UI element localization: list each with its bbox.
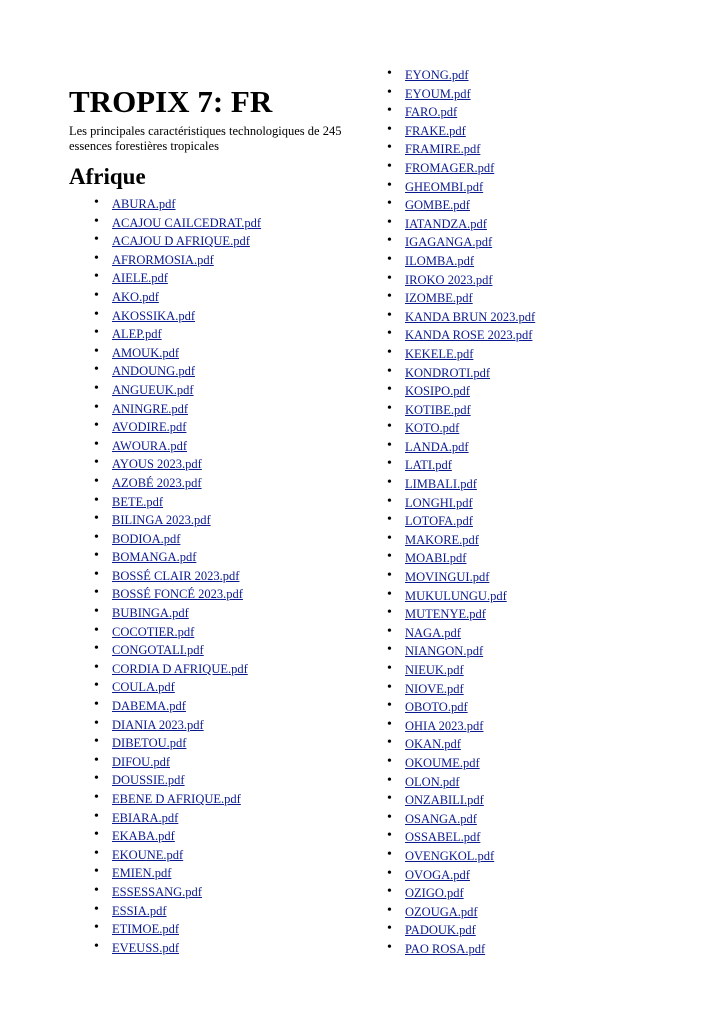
list-item (94, 715, 261, 735)
pdf-file-link[interactable]: ONZABILI.pdf (405, 793, 484, 808)
pdf-file-link[interactable]: BETE.pdf (112, 494, 164, 509)
pdf-file-link[interactable]: EVEUSS.pdf (112, 940, 180, 955)
list-item (94, 622, 261, 642)
list-item (387, 549, 535, 568)
list-item (387, 512, 535, 531)
bullet-icon: • (387, 419, 392, 435)
pdf-file-link[interactable]: OZOUGA.pdf (405, 904, 478, 919)
bullet-icon: • (387, 177, 392, 193)
pdf-file-link[interactable]: DOUSSIE.pdf (112, 773, 185, 788)
pdf-file-link[interactable]: AIELE.pdf (112, 271, 168, 286)
bullet-icon: • (94, 287, 99, 303)
bullet-icon: • (94, 213, 99, 229)
bullet-icon: • (387, 772, 392, 788)
pdf-file-link[interactable]: MOVINGUI.pdf (405, 570, 490, 585)
bullet-icon: • (387, 642, 392, 658)
list-item (94, 882, 261, 902)
bullet-icon: • (387, 84, 392, 100)
pdf-file-link[interactable]: KANDA BRUN 2023.pdf (405, 309, 536, 324)
pdf-file-link[interactable]: AZOBÉ 2023.pdf (112, 475, 202, 490)
pdf-file-link[interactable]: COULA.pdf (112, 680, 175, 695)
pdf-file-link[interactable]: ETIMOE.pdf (112, 922, 179, 937)
bullet-icon: • (94, 529, 99, 545)
list-item (387, 233, 535, 252)
list-item (387, 344, 535, 364)
pdf-file-link[interactable]: AYOUS 2023.pdf (112, 457, 202, 472)
pdf-file-link[interactable]: FARO.pdf (405, 105, 458, 120)
bullet-icon: • (387, 828, 392, 844)
list-item (94, 845, 261, 865)
pdf-file-link[interactable]: ANDOUNG.pdf (112, 364, 195, 379)
pdf-file-link[interactable]: BODIOA.pdf (112, 531, 181, 546)
pdf-file-link[interactable]: EBENE D AFRIQUE.pdf (112, 792, 241, 806)
list-item (387, 326, 535, 345)
list-item (94, 827, 261, 846)
pdf-file-link[interactable]: FRAMIRE.pdf (405, 142, 481, 157)
list-item (387, 865, 535, 885)
list-item (387, 698, 535, 717)
pdf-file-link[interactable]: KEKELE.pdf (405, 346, 474, 361)
pdf-file-link[interactable]: MAKORE.pdf (405, 532, 479, 547)
bullet-icon: • (94, 864, 99, 880)
list-item (387, 307, 536, 327)
pdf-file-link[interactable]: KOSIPO.pdf (405, 384, 470, 399)
bullet-icon: • (94, 325, 99, 341)
pdf-file-link[interactable]: ACAJOU D AFRIQUE.pdf (112, 234, 250, 249)
bullet-icon: • (387, 121, 392, 137)
pdf-file-link[interactable]: OKAN.pdf (405, 737, 461, 752)
pdf-file-link[interactable]: MUKULUNGU.pdf (405, 588, 507, 603)
pdf-file-link[interactable]: KOTO.pdf (405, 421, 460, 436)
bullet-icon: • (387, 66, 392, 81)
list-item (387, 251, 535, 271)
pdf-file-link[interactable]: PAO ROSA.pdf (405, 941, 486, 956)
list-item (94, 511, 261, 530)
pdf-file-link[interactable]: AKO.pdf (112, 289, 159, 304)
bullet-icon: • (94, 418, 99, 434)
bullet-icon: • (387, 289, 392, 305)
pdf-file-link[interactable]: BOSSÉ CLAIR 2023.pdf (112, 568, 240, 583)
list-item (94, 232, 261, 251)
bullet-icon: • (94, 882, 99, 898)
pdf-file-link[interactable]: BOSSÉ FONCÉ 2023.pdf (112, 587, 243, 602)
list-item (94, 585, 261, 604)
bullet-icon: • (387, 233, 392, 249)
pdf-file-link[interactable]: OVENGKOL.pdf (405, 848, 495, 863)
list-item (94, 864, 261, 883)
pdf-file-link[interactable]: NIOVE.pdf (405, 681, 464, 696)
bullet-icon: • (387, 437, 392, 453)
list-item (94, 325, 261, 344)
list-item (387, 437, 535, 457)
pdf-file-link[interactable]: OHIA 2023.pdf (405, 718, 484, 733)
pdf-file-list-left (94, 195, 262, 957)
bullet-icon: • (387, 568, 392, 584)
bullet-icon: • (94, 232, 99, 248)
list-item (94, 380, 261, 400)
pdf-file-link[interactable]: DIFOU.pdf (112, 754, 170, 769)
list-item (387, 456, 535, 475)
section-heading-afrique: Afrique (69, 164, 146, 189)
bullet-icon: • (387, 400, 392, 416)
list-item (387, 214, 535, 234)
pdf-file-link[interactable]: DABEMA.pdf (112, 699, 186, 714)
list-item (94, 455, 261, 474)
list-item (387, 586, 535, 606)
list-item (94, 343, 261, 363)
bullet-icon: • (94, 938, 99, 954)
bullet-icon: • (94, 455, 99, 471)
list-item (387, 177, 535, 197)
list-item (387, 791, 535, 810)
pdf-file-link[interactable]: EYONG.pdf (405, 68, 469, 82)
list-item (387, 846, 535, 866)
pdf-file-link[interactable]: ANGUEUK.pdf (112, 382, 194, 397)
bullet-icon: • (387, 753, 392, 769)
pdf-file-link[interactable]: NIEUK.pdf (405, 663, 464, 677)
bullet-icon: • (94, 306, 99, 322)
pdf-file-link[interactable]: FROMAGER.pdf (405, 160, 495, 175)
pdf-file-link[interactable]: CORDIA D AFRIQUE.pdf (112, 661, 248, 676)
bullet-icon: • (94, 752, 99, 768)
bullet-icon: • (94, 362, 99, 378)
pdf-file-link[interactable]: EMIEN.pdf (112, 866, 172, 881)
list-item (94, 641, 261, 660)
list-item (94, 362, 261, 381)
pdf-file-link[interactable]: ALEP.pdf (112, 327, 162, 342)
list-item (94, 771, 261, 790)
pdf-file-link[interactable]: PADOUK.pdf (405, 923, 476, 938)
list-item (94, 604, 261, 623)
pdf-file-link[interactable]: IGAGANGA.pdf (405, 235, 493, 250)
list-item (94, 734, 261, 753)
list-item (94, 418, 261, 437)
pdf-file-link[interactable]: FRAKE.pdf (405, 123, 466, 138)
list-item (387, 493, 535, 513)
bullet-icon: • (387, 623, 392, 639)
pdf-file-link[interactable]: OLON.pdf (405, 774, 460, 789)
bullet-icon: • (94, 548, 99, 564)
bullet-icon: • (94, 492, 99, 508)
bullet-icon: • (387, 549, 392, 565)
pdf-file-list-right (387, 66, 536, 959)
bullet-icon: • (387, 307, 392, 323)
bullet-icon: • (387, 493, 392, 509)
list-item (94, 195, 261, 214)
list-item (387, 196, 535, 215)
list-item (387, 828, 535, 847)
pdf-file-link[interactable]: EKOUNE.pdf (112, 847, 184, 862)
bullet-icon: • (387, 698, 392, 714)
bullet-icon: • (94, 920, 99, 936)
list-item (94, 306, 261, 326)
list-item (387, 121, 535, 141)
pdf-file-link[interactable]: BUBINGA.pdf (112, 606, 189, 621)
list-item (387, 568, 535, 587)
bullet-icon: • (94, 250, 99, 266)
list-item (387, 363, 535, 383)
pdf-file-link[interactable]: DIANIA 2023.pdf (112, 717, 204, 732)
list-item (94, 399, 261, 419)
pdf-file-link[interactable]: EBIARA.pdf (112, 810, 179, 825)
bullet-icon: • (387, 679, 392, 695)
page-title: TROPIX 7: FR (69, 84, 273, 119)
pdf-file-link[interactable]: ABURA.pdf (112, 197, 176, 211)
bullet-icon: • (94, 566, 99, 582)
list-item (387, 289, 535, 308)
pdf-file-link[interactable]: ESSIA.pdf (112, 903, 167, 918)
list-item (94, 436, 261, 456)
pdf-file-link[interactable]: ANINGRE.pdf (112, 401, 189, 416)
list-item (94, 250, 261, 270)
list-item (94, 213, 262, 233)
list-item (94, 529, 261, 549)
bullet-icon: • (387, 921, 392, 937)
pdf-file-link[interactable]: OSSABEL.pdf (405, 830, 481, 845)
bullet-icon: • (387, 809, 392, 825)
list-item (94, 287, 261, 307)
bullet-icon: • (387, 846, 392, 862)
pdf-file-link[interactable]: OVOGA.pdf (405, 867, 470, 882)
list-item (94, 269, 261, 288)
bullet-icon: • (94, 901, 99, 917)
bullet-icon: • (94, 827, 99, 843)
pdf-file-link[interactable]: AMOUK.pdf (112, 345, 180, 360)
list-item (387, 753, 535, 773)
pdf-file-link[interactable]: MUTENYE.pdf (405, 607, 486, 622)
pdf-file-link[interactable]: AWOURA.pdf (112, 438, 188, 453)
list-item (387, 158, 535, 178)
bullet-icon: • (387, 456, 392, 472)
list-item (94, 901, 261, 921)
list-item (387, 66, 535, 85)
bullet-icon: • (387, 140, 392, 156)
bullet-icon: • (387, 884, 392, 900)
bullet-icon: • (94, 343, 99, 359)
bullet-icon: • (94, 641, 99, 657)
list-item (387, 382, 535, 401)
list-item (94, 808, 261, 828)
bullet-icon: • (387, 735, 392, 751)
list-item (387, 902, 535, 922)
pdf-file-link[interactable]: KOTIBE.pdf (405, 402, 471, 417)
pdf-file-link[interactable]: DIBETOU.pdf (112, 736, 187, 751)
pdf-file-link[interactable]: LATI.pdf (405, 458, 452, 473)
pdf-file-link[interactable]: LOTOFA.pdf (405, 514, 473, 529)
bullet-icon: • (94, 585, 99, 601)
list-item (387, 939, 535, 959)
bullet-icon: • (387, 363, 392, 379)
bullet-icon: • (387, 716, 392, 732)
pdf-file-link[interactable]: BOMANGA.pdf (112, 550, 197, 565)
bullet-icon: • (387, 158, 392, 174)
bullet-icon: • (94, 790, 99, 805)
bullet-icon: • (387, 344, 392, 360)
pdf-file-link[interactable]: IZOMBE.pdf (405, 291, 473, 306)
bullet-icon: • (387, 475, 392, 491)
list-item (387, 642, 535, 661)
bullet-icon: • (387, 512, 392, 528)
list-item (94, 752, 261, 772)
pdf-file-link[interactable]: ACAJOU CAILCEDRAT.pdf (112, 215, 262, 230)
bullet-icon: • (387, 103, 392, 119)
pdf-file-link[interactable]: NAGA.pdf (405, 625, 461, 640)
list-item (387, 716, 535, 736)
bullet-icon: • (94, 678, 99, 694)
list-item (387, 400, 535, 420)
bullet-icon: • (94, 511, 99, 527)
list-item (94, 659, 261, 679)
list-item (94, 473, 261, 493)
bullet-icon: • (94, 771, 99, 787)
list-item (387, 772, 535, 792)
bullet-icon: • (94, 473, 99, 489)
list-item (94, 566, 261, 586)
bullet-icon: • (94, 734, 99, 750)
list-item (94, 920, 261, 939)
bullet-icon: • (387, 865, 392, 881)
pdf-file-link[interactable]: ESSESSANG.pdf (112, 884, 202, 899)
pdf-file-link[interactable]: KONDROTI.pdf (405, 365, 491, 380)
list-item (387, 140, 535, 159)
pdf-file-link[interactable]: ILOMBA.pdf (405, 253, 475, 268)
list-item (94, 492, 261, 512)
bullet-icon: • (94, 604, 99, 620)
pdf-file-link[interactable]: IROKO 2023.pdf (405, 272, 493, 287)
list-item (387, 605, 535, 624)
list-item (387, 884, 535, 903)
bullet-icon: • (387, 251, 392, 267)
pdf-file-link[interactable]: MOABI.pdf (405, 551, 467, 566)
list-item (387, 270, 535, 290)
list-item (94, 697, 261, 716)
list-item (94, 548, 261, 567)
list-item (387, 735, 535, 754)
pdf-file-link[interactable]: EYOUM.pdf (405, 86, 471, 101)
list-item (94, 790, 261, 809)
pdf-file-link[interactable]: IATANDZA.pdf (405, 216, 487, 231)
list-item (387, 679, 535, 699)
bullet-icon: • (94, 195, 99, 210)
list-item (387, 530, 535, 550)
bullet-icon: • (387, 586, 392, 602)
pdf-file-link[interactable]: GHEOMBI.pdf (405, 179, 484, 194)
bullet-icon: • (387, 214, 392, 230)
list-item (387, 419, 535, 438)
list-item (387, 84, 535, 104)
list-item (94, 938, 261, 958)
bullet-icon: • (94, 845, 99, 861)
bullet-icon: • (387, 605, 392, 621)
bullet-icon: • (94, 659, 99, 675)
pdf-file-link[interactable]: OSANGA.pdf (405, 811, 477, 826)
list-item (387, 475, 535, 494)
pdf-file-link[interactable]: OBOTO.pdf (405, 700, 468, 715)
bullet-icon: • (387, 902, 392, 918)
pdf-file-link[interactable]: KANDA ROSE 2023.pdf (405, 328, 533, 343)
bullet-icon: • (94, 380, 99, 396)
page-subtitle: Les principales caractéristiques technologiques de 245 essences forestières tropicales (69, 124, 342, 153)
pdf-file-link[interactable]: EKABA.pdf (112, 829, 175, 844)
bullet-icon: • (387, 661, 392, 676)
pdf-file-link[interactable]: BILINGA 2023.pdf (112, 513, 211, 528)
pdf-file-link[interactable]: CONGOTALI.pdf (112, 643, 204, 658)
pdf-file-link[interactable]: AVODIRE.pdf (112, 420, 187, 435)
pdf-file-link[interactable]: GOMBE.pdf (405, 198, 470, 213)
pdf-file-link[interactable]: COCOTIER.pdf (112, 624, 195, 639)
pdf-file-link[interactable]: NIANGON.pdf (405, 644, 484, 659)
list-item (387, 103, 535, 122)
bullet-icon: • (387, 270, 392, 286)
list-item (387, 661, 535, 680)
bullet-icon: • (387, 530, 392, 546)
bullet-icon: • (94, 399, 99, 415)
list-item (387, 921, 535, 940)
list-item (94, 678, 261, 697)
bullet-icon: • (387, 196, 392, 212)
pdf-file-link[interactable]: AFRORMOSIA.pdf (112, 252, 214, 267)
pdf-file-link[interactable]: OKOUME.pdf (405, 755, 480, 770)
list-item (387, 623, 535, 643)
bullet-icon: • (94, 622, 99, 638)
bullet-icon: • (387, 382, 392, 398)
bullet-icon: • (94, 269, 99, 285)
bullet-icon: • (387, 939, 392, 955)
bullet-icon: • (387, 791, 392, 807)
pdf-file-link[interactable]: AKOSSIKA.pdf (112, 308, 195, 323)
pdf-file-link[interactable]: OZIGO.pdf (405, 886, 464, 901)
pdf-file-link[interactable]: LIMBALI.pdf (405, 477, 477, 492)
bullet-icon: • (94, 697, 99, 713)
bullet-icon: • (94, 808, 99, 824)
bullet-icon: • (94, 436, 99, 452)
bullet-icon: • (387, 326, 392, 342)
pdf-file-link[interactable]: LANDA.pdf (405, 439, 469, 454)
list-item (387, 809, 535, 829)
pdf-file-link[interactable]: LONGHI.pdf (405, 495, 473, 510)
bullet-icon: • (94, 715, 99, 731)
